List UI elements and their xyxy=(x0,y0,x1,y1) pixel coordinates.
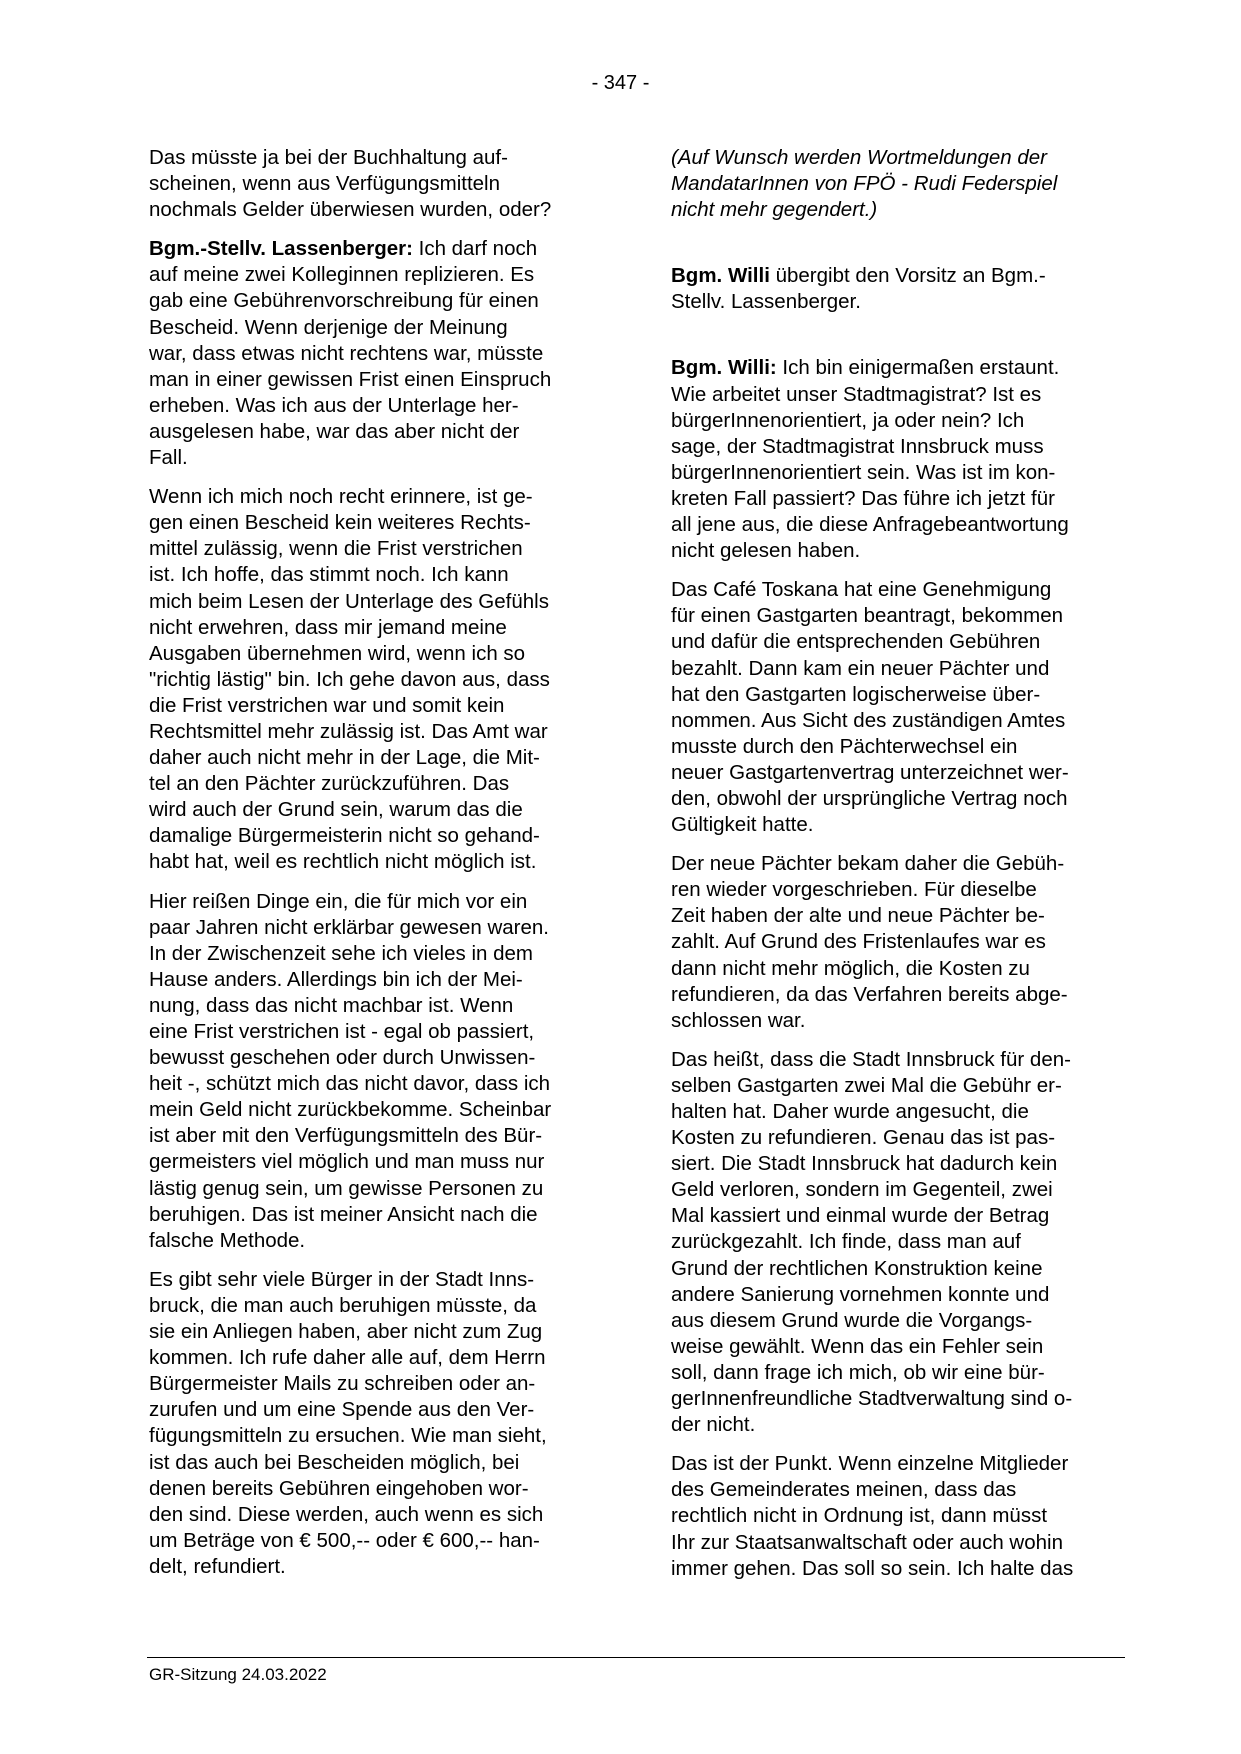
speech-text: Ich bin einigermaßen erstaunt. Wie arbeitet unser Stadtmagistrat? Ist es bürgerInnenorientiert, ja oder nein? Ich sage, der Stadtmagistrat Innsbruck muss bürgerInnenorientiert sein. Was ist im kon- kreten Fall passiert? Das führe ich jetzt für all jene aus, die diese Anfragebeantwortung nicht gelesen haben. xyxy=(671,356,1069,563)
speaker-name: Bgm. Willi: xyxy=(671,356,777,380)
right-column xyxy=(671,145,1106,1595)
speaker-name: Bgm. Willi xyxy=(671,264,770,288)
speech-text: Ich darf noch auf meine zwei Kolleginnen replizieren. Es gab eine Gebührenvorschreibung für einen Bescheid. Wenn derjenige der Meinung war, dass etwas nicht rechtens war, müsste man in einer gewissen Frist einen Einspruch erheben. Was ich aus der Unterlage her- ausgelesen habe, war das aber nicht der Fall. xyxy=(149,237,552,470)
paragraph: Das Café Toskana hat eine Genehmigung für einen Gastgarten beantragt, bekommen und dafür die entsprechenden Gebühren bezahlt. Dann kam ein neuer Pächter und hat den Gastgarten logischerweise über- nommen. Aus Sicht des zuständigen Amtes musste durch den Pächterwechsel ein neuer Gastgartenvertrag unterzeichnet wer- den, obwohl der ursprüngliche Vertrag noch Gültigkeit hatte. xyxy=(671,578,1069,837)
handover-text: übergibt den Vorsitz an Bgm.- Stellv. Lassenberger. xyxy=(671,264,1046,314)
footer-divider xyxy=(147,1657,1125,1658)
paragraph: Das müsste ja bei der Buchhaltung auf- scheinen, wenn aus Verfügungsmitteln nochmals Gelder überwiesen wurden, oder? xyxy=(149,146,552,222)
speaker-name: Bgm.-Stellv. Lassenberger: xyxy=(149,237,413,261)
footer-session-date: GR-Sitzung 24.03.2022 xyxy=(149,1665,327,1684)
page-number: - 347 - xyxy=(591,72,650,94)
gender-note: (Auf Wunsch werden Wortmeldungen der MandatarInnen von FPÖ - Rudi Federspiel nicht mehr gegendert.) xyxy=(671,146,1058,222)
speech-willi xyxy=(671,355,1106,564)
paragraph: Es gibt sehr viele Bürger in der Stadt Inns- bruck, die man auch beruhigen müsste, da sie ein Anliegen haben, aber nicht zum Zug kommen. Ich rufe daher alle auf, dem Herrn Bürgermeister Mails zu schreiben oder an- zurufen und um eine Spende aus den Ver- fügungsmitteln zu ersuchen. Wie man sieht, ist das auch bei Bescheiden möglich, bei denen bereits Gebühren eingehoben wor- den sind. Diese werden, auch wenn es sich um Beträge von € 500,-- oder € 600,-- han- delt, refundiert. xyxy=(149,1267,547,1578)
chair-handover xyxy=(671,263,1106,315)
paragraph: Das ist der Punkt. Wenn einzelne Mitglieder des Gemeinderates meinen, dass das rechtlich nicht in Ordnung ist, dann müsst Ihr zur Staatsanwaltschaft oder auch wohin immer gehen. Das soll so sein. Ich halte das xyxy=(671,1452,1074,1580)
paragraph: Das heißt, dass die Stadt Innsbruck für den- selben Gastgarten zwei Mal die Gebühr er- halten hat. Daher wurde angesucht, die Kosten zu refundieren. Genau das ist pas- siert. Die Stadt Innsbruck hat dadurch kein Geld verloren, sondern im Gegenteil, zwei Mal kassiert und einmal wurde der Betrag zurückgezahlt. Ich finde, dass man auf Grund der rechtlichen Konstruktion keine andere Sanierung vornehmen konnte und aus diesem Grund wurde die Vorgangs- weise gewählt. Wenn das ein Fehler sein soll, dann frage ich mich, ob wir eine bür- gerInnenfreundliche Stadtverwaltung sind o- der nicht. xyxy=(671,1047,1073,1437)
paragraph: Wenn ich mich noch recht erinnere, ist ge- gen einen Bescheid kein weiteres Rechts- mittel zulässig, wenn die Frist verstrichen ist. Ich hoffe, das stimmt noch. Ich kann mich beim Lesen der Unterlage des Gefühls nicht erwehren, dass mir jemand meine Ausgaben übernehmen wird, wenn ich so "richtig lästig" bin. Ich gehe davon aus, dass die Frist verstrichen war und somit kein Rechtsmittel mehr zulässig ist. Das Amt war daher auch nicht mehr in der Lage, die Mit- tel an den Pächter zurückzuführen. Das wird auch der Grund sein, warum das die damalige Bürgermeisterin nicht so gehand- habt hat, weil es rechtlich nicht möglich ist. xyxy=(149,485,550,874)
left-column xyxy=(149,145,584,1593)
paragraph: Hier reißen Dinge ein, die für mich vor ein paar Jahren nicht erklärbar gewesen waren. In der Zwischenzeit sehe ich vieles in dem Hause anders. Allerdings bin ich der Mei- nung, dass das nicht machbar ist. Wenn eine Frist verstrichen ist - egal ob passiert, bewusst geschehen oder durch Unwissen- heit -, schützt mich das nicht davor, dass ich mein Geld nicht zurückbekomme. Scheinbar ist aber mit den Verfügungsmitteln des Bür- germeisters viel möglich und man muss nur lästig genug sein, um gewisse Personen zu beruhigen. Das ist meiner Ansicht nach die falsche Methode. xyxy=(149,889,552,1252)
speech-lassenberger xyxy=(149,236,584,471)
paragraph: Der neue Pächter bekam daher die Gebüh- ren wieder vorgeschrieben. Für dieselbe Zeit haben der alte und neue Pächter be- zahlt. Auf Grund des Fristenlaufes war es dann nicht mehr möglich, die Kosten zu refundieren, da das Verfahren bereits abge- schlossen war. xyxy=(671,852,1068,1032)
